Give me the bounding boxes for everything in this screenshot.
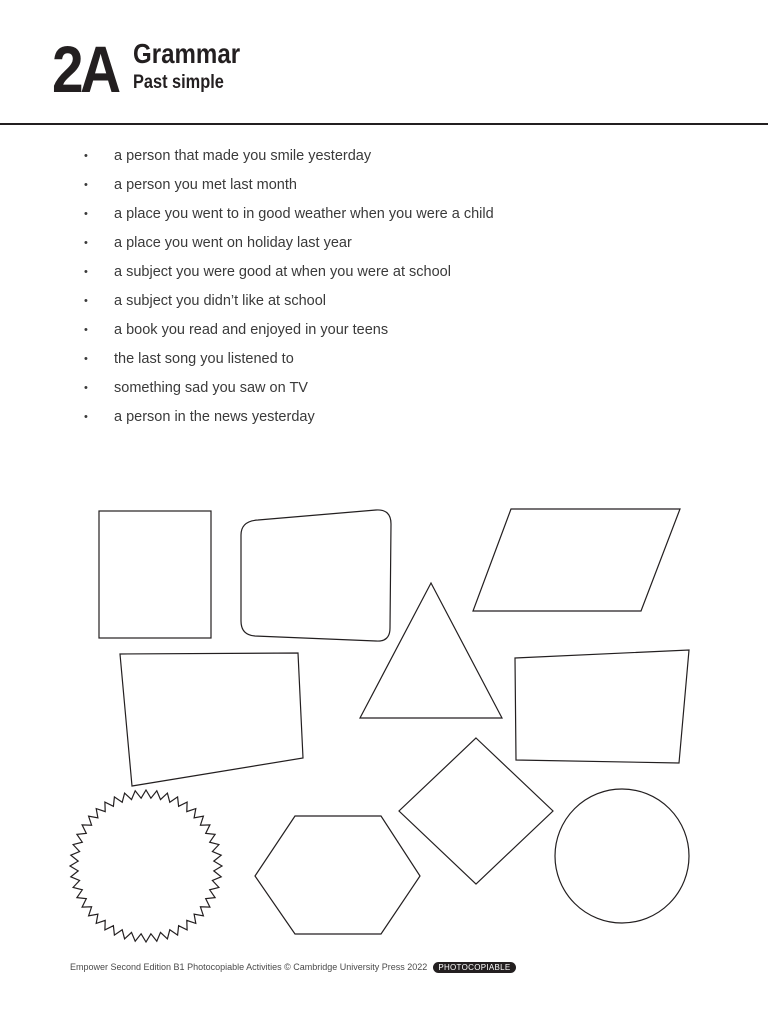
prompt-text: a place you went on holiday last year xyxy=(114,235,352,251)
rectangle-shape xyxy=(99,511,211,638)
bullet: • xyxy=(84,382,88,394)
zigzag-circle-shape xyxy=(70,790,222,942)
rounded-quadrilateral-shape xyxy=(241,510,391,641)
prompt-text: the last song you listened to xyxy=(114,351,294,367)
copyright-text: Empower Second Edition B1 Photocopiable Activities © Cambridge University Press 2022 xyxy=(70,962,428,972)
bullet: • xyxy=(84,150,88,162)
parallelogram-shape xyxy=(473,509,680,611)
prompt-text: a subject you didn’t like at school xyxy=(114,293,326,309)
bullet: • xyxy=(84,208,88,220)
prompt-text: a book you read and enjoyed in your teens xyxy=(114,322,389,338)
prompt-text: a person you met last month xyxy=(114,177,297,193)
prompt-text: a place you went to in good weather when you were a child xyxy=(114,206,494,222)
tilted-quadrilateral-shape xyxy=(120,653,303,786)
bullet: • xyxy=(84,266,88,278)
hexagon-shape xyxy=(255,816,420,934)
prompt-text: a person that made you smile yesterday xyxy=(114,148,372,164)
bullet: • xyxy=(84,237,88,249)
photocopiable-badge: PHOTOCOPIABLE xyxy=(433,962,515,973)
bullet: • xyxy=(84,411,88,423)
bullet: • xyxy=(84,295,88,307)
page-title: Grammar xyxy=(133,38,241,69)
prompt-text: a subject you were good at when you were at school xyxy=(114,264,451,280)
circle-shape xyxy=(555,789,689,923)
triangle-shape xyxy=(360,583,502,718)
footer xyxy=(70,961,516,973)
prompt-text: a person in the news yesterday xyxy=(114,409,315,425)
unit-code: 2A xyxy=(52,32,118,106)
quadrilateral-shape xyxy=(515,650,689,763)
bullet: • xyxy=(84,324,88,336)
bullet: • xyxy=(84,353,88,365)
page-subtitle: Past simple xyxy=(133,72,224,93)
prompt-text: something sad you saw on TV xyxy=(114,380,308,396)
bullet: • xyxy=(84,179,88,191)
